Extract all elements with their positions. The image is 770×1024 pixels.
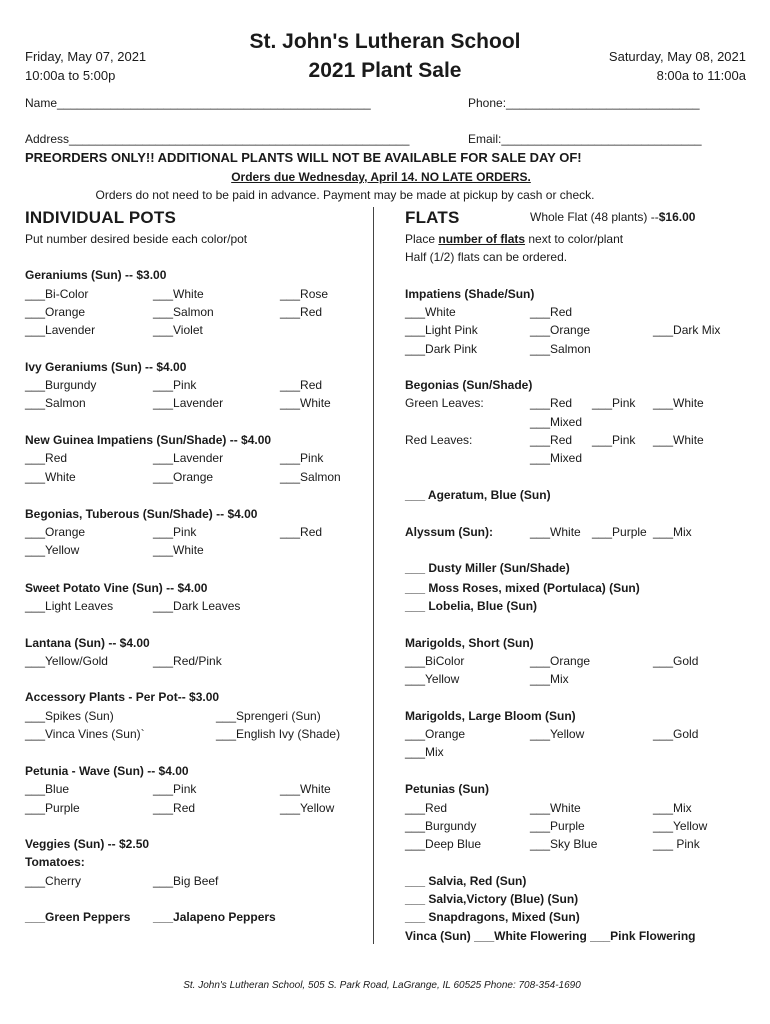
option-dark-mix[interactable]: ___Dark Mix [653, 323, 721, 337]
section-title: New Guinea Impatiens (Sun/Shade) -- $4.00 [25, 433, 272, 447]
option-mix[interactable]: ___Mix [653, 525, 692, 539]
section-title: Impatiens (Shade/Sun) [405, 287, 535, 301]
option-sky-blue[interactable]: ___Sky Blue [530, 837, 598, 851]
option-white[interactable]: ___White [153, 543, 204, 557]
sale-date-saturday: Saturday, May 08, 2021 [608, 49, 746, 64]
option-light-pink[interactable]: ___Light Pink [405, 323, 478, 337]
option-red[interactable]: ___Red [405, 801, 448, 815]
email-field[interactable]: Email:______________________________ [468, 132, 702, 146]
option-orange[interactable]: ___Orange [25, 305, 86, 319]
option-red[interactable]: ___Red [280, 525, 323, 539]
place-pre: Place [405, 232, 439, 246]
option-salvia-red[interactable]: ___ Salvia, Red (Sun) [405, 874, 527, 888]
option-mix[interactable]: ___Mix [653, 801, 692, 815]
option-green-pink[interactable]: ___Pink [592, 396, 636, 410]
option-english-ivy[interactable]: ___English Ivy (Shade) [216, 727, 341, 741]
option-violet[interactable]: ___Violet [153, 323, 203, 337]
option-pink[interactable]: ___Pink [280, 451, 324, 465]
section-title: Sweet Potato Vine (Sun) -- $4.00 [25, 581, 208, 595]
option-yellow[interactable]: ___Yellow [405, 672, 460, 686]
option-red-pink[interactable]: ___Red/Pink [153, 654, 222, 668]
option-spikes[interactable]: ___Spikes (Sun) [25, 709, 114, 723]
option-dark-leaves[interactable]: ___Dark Leaves [153, 599, 241, 613]
option-salmon[interactable]: ___Salmon [25, 396, 86, 410]
column-divider [373, 207, 374, 944]
option-yellow[interactable]: ___Yellow [25, 543, 80, 557]
option-white[interactable]: ___White [280, 396, 331, 410]
option-pink[interactable]: ___ Pink [653, 837, 700, 851]
option-orange[interactable]: ___Orange [530, 654, 591, 668]
option-gold[interactable]: ___Gold [653, 654, 699, 668]
option-green-red[interactable]: ___Red [530, 396, 573, 410]
place-post: next to color/plant [525, 232, 624, 246]
tomatoes-label: Tomatoes: [25, 855, 85, 869]
option-ageratum[interactable]: ___ Ageratum, Blue (Sun) [405, 488, 551, 502]
option-white[interactable]: ___White [153, 287, 204, 301]
option-gold[interactable]: ___Gold [653, 727, 699, 741]
option-red[interactable]: ___Red [153, 801, 196, 815]
section-title: Accessory Plants - Per Pot-- $3.00 [25, 690, 220, 704]
red-leaves-label: Red Leaves: [405, 433, 473, 447]
individual-pots-instructions: Put number desired beside each color/pot [25, 232, 248, 246]
option-green-white[interactable]: ___White [653, 396, 704, 410]
option-lavender[interactable]: ___Lavender [153, 396, 224, 410]
option-yellow[interactable]: ___Yellow [530, 727, 585, 741]
individual-pots-heading: INDIVIDUAL POTS [25, 208, 176, 227]
option-salmon[interactable]: ___Salmon [280, 470, 341, 484]
half-flats-note: Half (1/2) flats can be ordered. [405, 250, 568, 264]
option-red[interactable]: ___Red [280, 305, 323, 319]
payment-note: Orders do not need to be paid in advance. Payment may be made at pickup by cash or check. [95, 188, 595, 202]
option-lavender[interactable]: ___Lavender [25, 323, 96, 337]
option-white[interactable]: ___White [405, 305, 456, 319]
option-white[interactable]: ___White [280, 782, 331, 796]
green-leaves-label: Green Leaves: [405, 396, 484, 410]
option-bicolor[interactable]: ___BiColor [405, 654, 465, 668]
option-orange[interactable]: ___Orange [405, 727, 466, 741]
option-rose[interactable]: ___Rose [280, 287, 329, 301]
phone-field[interactable]: Phone:_____________________________ [468, 96, 700, 110]
option-orange[interactable]: ___Orange [25, 525, 86, 539]
option-white[interactable]: ___White [530, 525, 581, 539]
option-white[interactable]: ___White [530, 801, 581, 815]
whole-flat-price-line [530, 210, 695, 224]
option-blue[interactable]: ___Blue [25, 782, 70, 796]
option-yellow[interactable]: ___Yellow [653, 819, 708, 833]
option-green-peppers[interactable]: ___Green Peppers [25, 910, 131, 924]
section-title: Petunias (Sun) [405, 782, 490, 796]
option-sprengeri[interactable]: ___Sprengeri (Sun) [216, 709, 321, 723]
section-title: Ivy Geraniums (Sun) -- $4.00 [25, 360, 187, 374]
alyssum-label: Alyssum (Sun): [405, 525, 494, 539]
option-salmon[interactable]: ___Salmon [530, 342, 591, 356]
option-vinca[interactable]: Vinca (Sun) ___White Flowering ___Pink Flowering [405, 929, 696, 943]
option-big-beef[interactable]: ___Big Beef [153, 874, 219, 888]
section-title: Begonias (Sun/Shade) [405, 378, 533, 392]
section-title: Begonias, Tuberous (Sun/Shade) -- $4.00 [25, 507, 258, 521]
sale-date-friday: Friday, May 07, 2021 [25, 49, 147, 64]
option-lavender[interactable]: ___Lavender [153, 451, 224, 465]
whole-flat-label: Whole Flat (48 plants) -- [530, 210, 659, 224]
option-green-mixed[interactable]: ___Mixed [530, 415, 583, 429]
footer-address: St. John's Lutheran School, 505 S. Park Road, LaGrange, IL 60525 Phone: 708-354-1690 [183, 980, 581, 991]
name-field[interactable]: Name_______________________________________________ [25, 96, 371, 110]
option-cherry[interactable]: ___Cherry [25, 874, 82, 888]
section-title: Marigolds, Short (Sun) [405, 636, 534, 650]
sale-hours-friday: 10:00a to 5:00p [25, 68, 116, 83]
option-white[interactable]: ___White [25, 470, 76, 484]
option-redleaf-red[interactable]: ___Red [530, 433, 573, 447]
option-dark-pink[interactable]: ___Dark Pink [405, 342, 478, 356]
section-title: Geraniums (Sun) -- $3.00 [25, 268, 167, 282]
flats-heading: FLATS [405, 208, 460, 227]
option-orange[interactable]: ___Orange [153, 470, 214, 484]
option-red[interactable]: ___Red [530, 305, 573, 319]
option-purple[interactable]: ___Purple [530, 819, 585, 833]
option-redleaf-mixed[interactable]: ___Mixed [530, 451, 583, 465]
flats-instructions [405, 232, 623, 246]
option-yellow-gold[interactable]: ___Yellow/Gold [25, 654, 108, 668]
option-deep-blue[interactable]: ___Deep Blue [405, 837, 482, 851]
option-bi-color[interactable]: ___Bi-Color [25, 287, 89, 301]
address-field[interactable]: Address___________________________________________________ [25, 132, 410, 146]
option-dusty-miller[interactable]: ___ Dusty Miller (Sun/Shade) [405, 561, 570, 575]
option-light-leaves[interactable]: ___Light Leaves [25, 599, 114, 613]
section-title: Veggies (Sun) -- $2.50 [25, 837, 150, 851]
option-pink[interactable]: ___Pink [153, 525, 197, 539]
option-red[interactable]: ___Red [280, 378, 323, 392]
section-title: Lantana (Sun) -- $4.00 [25, 636, 150, 650]
option-snapdragons[interactable]: ___ Snapdragons, Mixed (Sun) [405, 910, 580, 924]
option-pink[interactable]: ___Pink [153, 782, 197, 796]
option-vinca-vines[interactable]: ___Vinca Vines (Sun)` [25, 727, 145, 741]
section-title: Marigolds, Large Bloom (Sun) [405, 709, 576, 723]
option-jalapeno-peppers[interactable]: ___Jalapeno Peppers [153, 910, 276, 924]
school-title: St. John's Lutheran School [249, 30, 521, 53]
option-pink[interactable]: ___Pink [153, 378, 197, 392]
option-moss-roses[interactable]: ___ Moss Roses, mixed (Portulaca) (Sun) [405, 581, 640, 595]
option-orange[interactable]: ___Orange [530, 323, 591, 337]
option-salmon[interactable]: ___Salmon [153, 305, 214, 319]
option-redleaf-white[interactable]: ___White [653, 433, 704, 447]
option-salvia-victory[interactable]: ___ Salvia,Victory (Blue) (Sun) [405, 892, 579, 906]
whole-flat-price: $16.00 [658, 210, 696, 224]
number-of-flats-emphasis: number of flats [438, 232, 526, 246]
order-deadline: Orders due Wednesday, April 14. NO LATE ORDERS. [231, 170, 531, 184]
preorder-notice: PREORDERS ONLY!! ADDITIONAL PLANTS WILL NOT BE AVAILABLE FOR SALE DAY OF! [25, 150, 582, 165]
sale-hours-saturday: 8:00a to 11:00a [656, 68, 746, 83]
option-burgundy[interactable]: ___Burgundy [25, 378, 97, 392]
section-title: Petunia - Wave (Sun) -- $4.00 [25, 764, 189, 778]
option-mix[interactable]: ___Mix [405, 745, 444, 759]
option-yellow[interactable]: ___Yellow [280, 801, 335, 815]
option-burgundy[interactable]: ___Burgundy [405, 819, 477, 833]
option-lobelia[interactable]: ___ Lobelia, Blue (Sun) [405, 599, 538, 613]
option-red[interactable]: ___Red [25, 451, 68, 465]
sale-title: 2021 Plant Sale [308, 59, 462, 82]
option-purple[interactable]: ___Purple [25, 801, 80, 815]
option-mix[interactable]: ___Mix [530, 672, 569, 686]
option-purple[interactable]: ___Purple [592, 525, 647, 539]
option-redleaf-pink[interactable]: ___Pink [592, 433, 636, 447]
